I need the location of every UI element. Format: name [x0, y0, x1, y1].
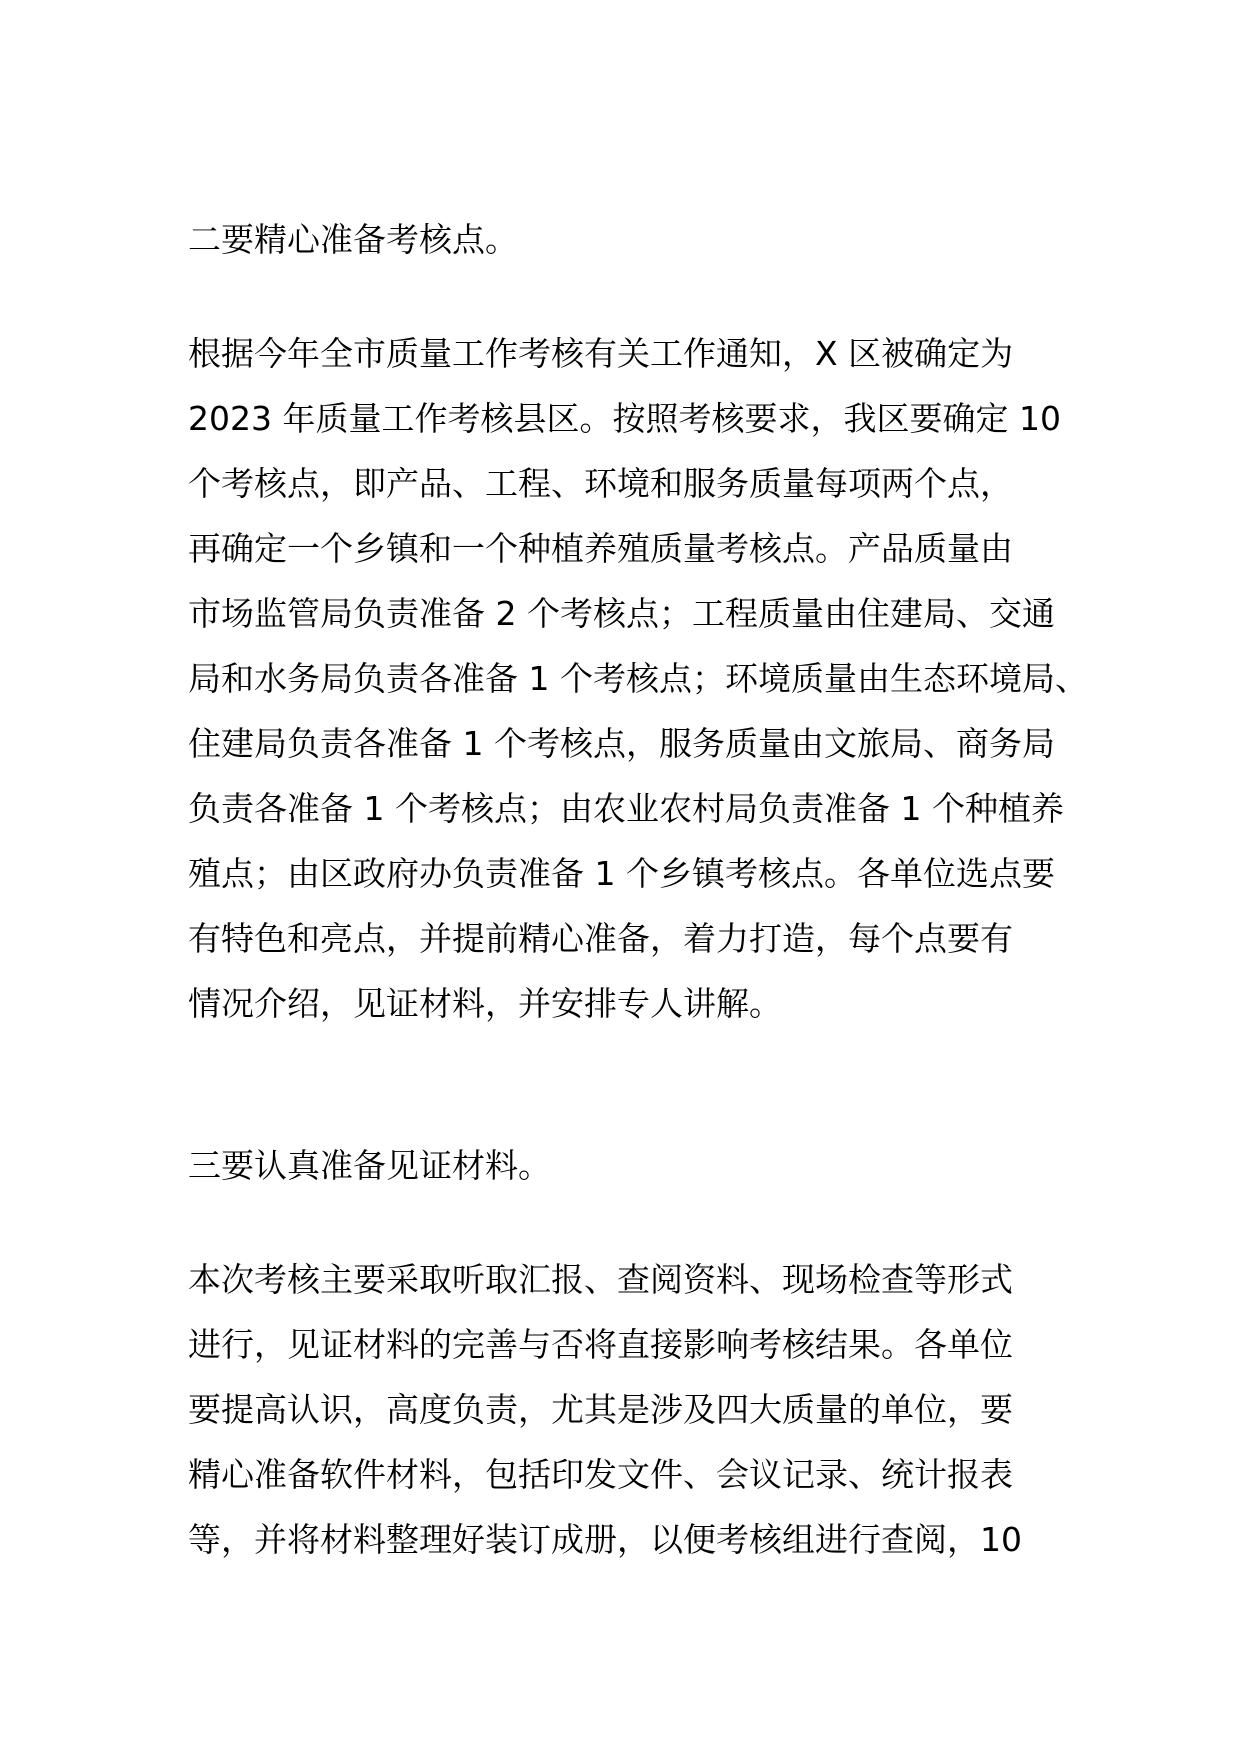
paragraph-1	[188, 321, 1088, 1036]
paragraph-line: 局和水务局负责各准备 1 个考核点；环境质量由生态环境局、	[188, 659, 1088, 698]
section-heading-2	[188, 207, 1068, 272]
paragraph-line: 有特色和亮点，并提前精心准备，着力打造，每个点要有	[188, 919, 1013, 958]
paragraph-line: 2023 年质量工作考核县区。按照考核要求，我区要确定 10	[188, 399, 1061, 438]
paragraph-line: 殖点；由区政府办负责准备 1 个乡镇考核点。各单位选点要	[188, 854, 1055, 893]
heading-text: 三要认真准备见证材料。	[188, 1146, 551, 1185]
paragraph-line: 精心准备软件材料，包括印发文件、会议记录、统计报表	[188, 1455, 1013, 1494]
paragraph-line: 负责各准备 1 个考核点；由农业农村局负责准备 1 个种植养	[188, 789, 1064, 828]
paragraph-line: 情况介绍，见证材料，并安排专人讲解。	[188, 984, 782, 1023]
paragraph-line: 再确定一个乡镇和一个种植养殖质量考核点。产品质量由	[188, 529, 1013, 568]
paragraph-line: 住建局负责各准备 1 个考核点，服务质量由文旅局、商务局	[188, 724, 1055, 763]
paragraph-line: 本次考核主要采取听取汇报、查阅资料、现场检查等形式	[188, 1260, 1013, 1299]
paragraph-line: 根据今年全市质量工作考核有关工作通知，X 区被确定为	[188, 334, 1014, 373]
section-heading-3	[188, 1133, 1068, 1198]
paragraph-line: 市场监管局负责准备 2 个考核点；工程质量由住建局、交通	[188, 594, 1055, 633]
paragraph-2	[188, 1247, 1068, 1572]
heading-text: 二要精心准备考核点。	[188, 220, 518, 259]
paragraph-line: 等，并将材料整理好装订成册，以便考核组进行查阅，10	[188, 1520, 1022, 1559]
paragraph-line: 个考核点，即产品、工程、环境和服务质量每项两个点，	[188, 464, 1013, 503]
paragraph-line: 进行，见证材料的完善与否将直接影响考核结果。各单位	[188, 1325, 1013, 1364]
paragraph-line: 要提高认识，高度负责，尤其是涉及四大质量的单位，要	[188, 1390, 1013, 1429]
